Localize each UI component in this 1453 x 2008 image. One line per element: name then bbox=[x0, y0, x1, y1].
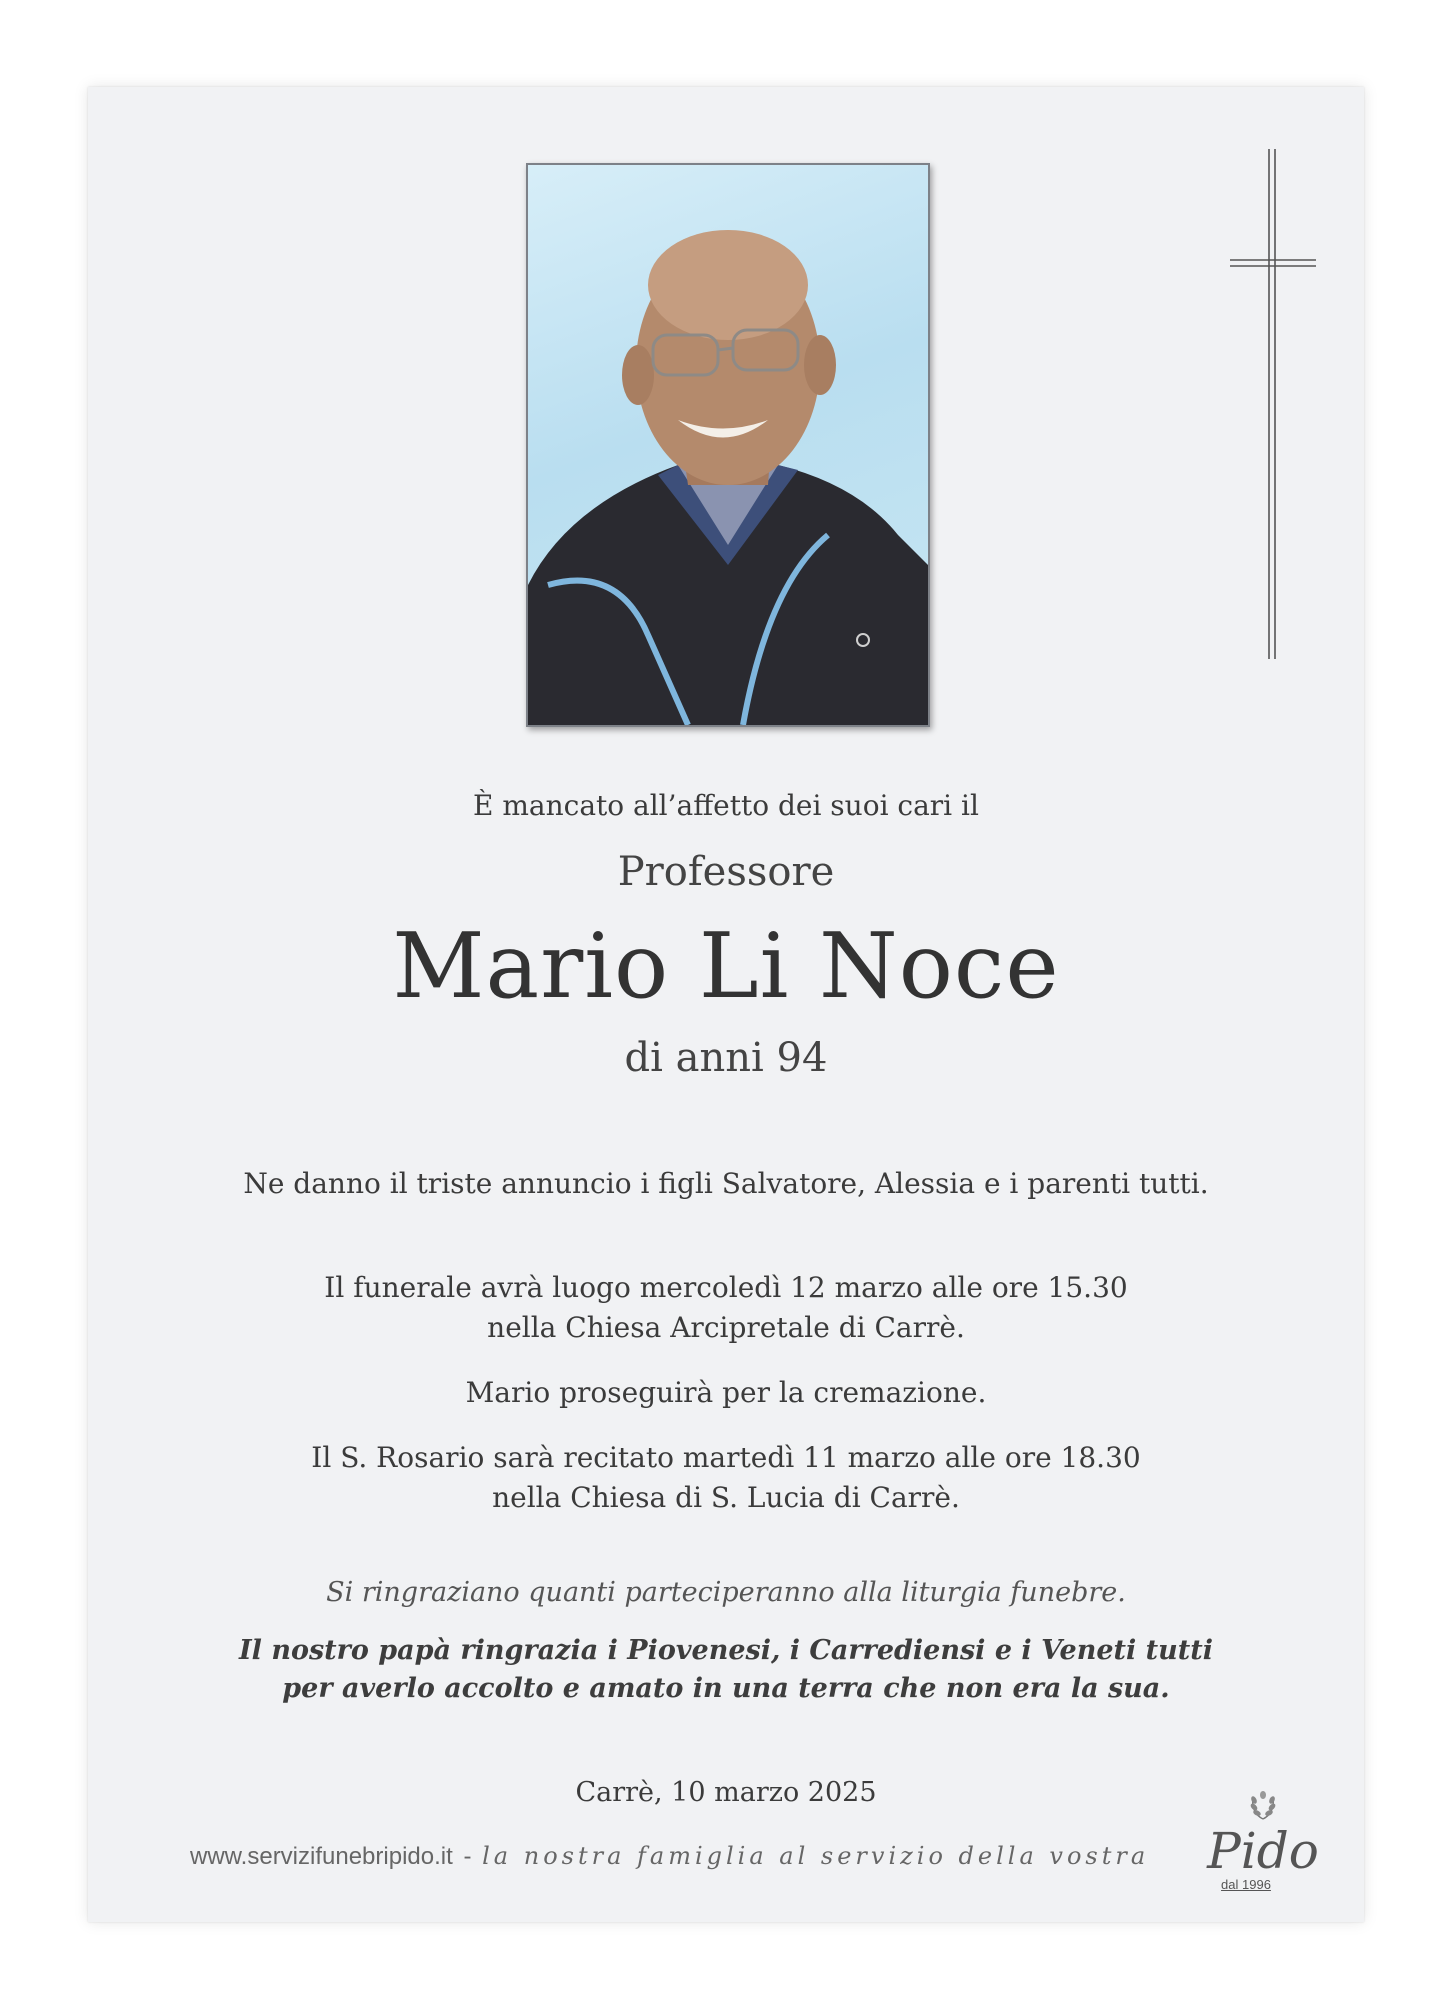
honorific-title: Professore bbox=[617, 849, 835, 895]
announcement-text: Ne danno il triste annuncio i figli Salvatore, Alessia e i parenti tutti. bbox=[243, 1167, 1209, 1200]
deceased-age: di anni 94 bbox=[624, 1035, 828, 1081]
footer-motto: la nostra famiglia al servizio della vostra bbox=[482, 1842, 1150, 1870]
place-date: Carrè, 10 marzo 2025 bbox=[575, 1777, 877, 1808]
laurel-wreath-icon bbox=[1245, 1787, 1281, 1823]
funeral-info-line1: Il funerale avrà luogo mercoledì 12 marzo alle ore 15.30 bbox=[324, 1271, 1128, 1304]
funeral-home-logo bbox=[1203, 1787, 1323, 1892]
family-quote-line2: per averlo accolto e amato in una terra che non era la sua. bbox=[282, 1673, 1170, 1704]
footer bbox=[190, 1842, 1149, 1871]
cremation-text: Mario proseguirà per la cremazione. bbox=[465, 1376, 987, 1409]
family-quote-line1: Il nostro papà ringrazia i Piovenesi, i Carrediensi e i Veneti tutti bbox=[239, 1635, 1213, 1666]
deceased-name: Mario Li Noce bbox=[392, 914, 1060, 1019]
website-link[interactable]: www.servizifunebripido.it bbox=[190, 1843, 453, 1870]
thanks-text: Si ringraziano quanti parteciperanno alla liturgia funebre. bbox=[326, 1577, 1126, 1608]
rosary-info-line2: nella Chiesa di S. Lucia di Carrè. bbox=[492, 1481, 960, 1514]
logo-brand: Pido bbox=[1207, 1822, 1319, 1880]
cross-icon bbox=[1228, 149, 1318, 659]
funeral-info-line2: nella Chiesa Arcipretale di Carrè. bbox=[487, 1311, 965, 1344]
deceased-portrait-photo bbox=[526, 163, 930, 727]
obituary-card bbox=[88, 87, 1364, 1922]
footer-separator: - bbox=[463, 1843, 472, 1870]
intro-text: È mancato all’affetto dei suoi cari il bbox=[473, 789, 979, 822]
logo-since: dal 1996 bbox=[1221, 1877, 1271, 1892]
rosary-info-line1: Il S. Rosario sarà recitato martedì 11 marzo alle ore 18.30 bbox=[311, 1441, 1141, 1474]
